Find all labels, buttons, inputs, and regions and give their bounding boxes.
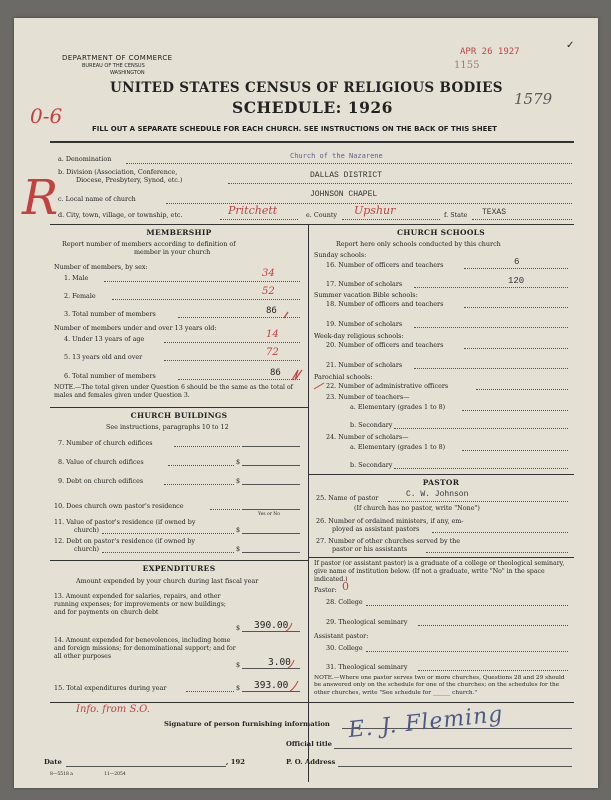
pastor-name-label: 25. Name of pastor [316,494,379,502]
date-year-suffix: , 192 [226,758,245,766]
teachers-elementary-label: a. Elementary (grades 1 to 8) [350,403,446,411]
division-label-2: Diocese, Presbytery, Synod, etc.) [76,176,183,184]
membership-heading: MEMBERSHIP [146,228,212,237]
benevolences-value: 3.00 [268,657,291,668]
city-town-value: Pritchett [228,204,278,217]
county-value: Upshur [354,204,396,217]
age-group-label: Number of members under and over 13 years old: [54,324,217,332]
form-code-1: 8—5518 a [50,772,73,777]
code-left-mark: 0-6 [30,104,63,128]
residence-value-label-2: church) [74,526,100,534]
sunday-scholars-label: 17. Number of scholars [326,280,403,288]
scholars-secondary-label: b. Secondary [350,461,393,469]
official-title-label: Official title [286,740,332,748]
graduate-instructions: If pastor (or assistant pastor) is a graduate of a college or theological seminary, give name of institution below. (If not a graduate, write "No" in the space indicated.) [314,560,565,583]
residence-debt-dollar: $ [236,545,241,553]
vacation-teachers-label: 18. Number of officers and teachers [326,300,444,308]
scholars-elementary-label: a. Elementary (grades 1 to 8) [350,443,446,451]
signature-label: Signature of person furnishing information [164,720,330,728]
running-expenses-label: 13. Amount expended for salaries, repairs, and other running expenses; for improvements or new buildings; and for payments on church debt [54,593,226,616]
info-source-note: Info. from S.O. [76,704,150,715]
ordained-ministers-label-1: 26. Number of ordained ministers, if any, em- [316,517,464,525]
check-mark-icon: ✓ [566,40,575,51]
edifices-debt-dollar: $ [236,477,241,485]
pastor-name-value: C. W. Johnson [406,490,469,499]
city-label: WASHINGTON [110,70,145,76]
edifices-debt-label: 9. Debt on church edifices [58,477,144,485]
under-13-value: 14 [266,329,279,340]
check-tick-1 [284,312,288,318]
total-members-value-2: 86 [270,368,281,378]
sunday-teachers-value: 6 [514,257,520,267]
total-expenditures-dollar: $ [236,684,241,692]
residence-debt-label-1: 12. Debt on pastor's residence (if owned by [54,537,196,545]
yes-no-hint: Yes or No [258,512,280,517]
pastor-seminary-label: 29. Theological seminary [326,618,408,626]
pastor-name-hint: (If church has no pastor, write "None") [354,504,480,512]
check-tick-4 [288,660,294,668]
running-expenses-value: 390.00 [254,620,289,631]
total-members-label-2: 6. Total number of members [64,372,156,380]
over-13-label: 5. 13 years old and over [64,353,143,361]
division-label-1: b. Division (Association, Conference, [58,168,178,176]
expenditures-subheading: Amount expended by your church during last fiscal year [76,577,259,585]
check-tick-2 [292,370,302,380]
expenditures-heading: EXPENDITURES [142,564,216,573]
sunday-teachers-label: 16. Number of officers and teachers [326,261,444,269]
census-schedule-page [14,18,598,788]
schools-intro: Report here only schools conducted by this church [336,240,501,248]
benevolences-label: 14. Amount expended for benevolences, including home and foreign missions; for denominational support; and for all other purposes [54,637,236,660]
weekday-schools-label: Week-day religious schools: [314,332,404,340]
membership-note: NOTE.—The total given under Question 6 should be the same as the total of males and females given under Question 3. [54,384,293,399]
total-expenditures-label: 15. Total expenditures during year [54,684,167,692]
other-churches-label-1: 27. Number of other churches served by the [316,537,461,545]
code-top-mark: 1155 [454,60,480,71]
other-churches-label-2: pastor or his assistants [332,545,408,553]
female-value: 52 [262,286,275,297]
local-name-value: JOHNSON CHAPEL [310,190,378,199]
division-value: DALLAS DISTRICT [310,171,383,180]
total-members-label-1: 3. Total number of members [64,310,156,318]
denomination-label: a. Denomination [58,155,112,163]
ink-marks-overlay [14,18,598,788]
residence-value-label-1: 11. Value of pastor's residence (if owned by [54,518,196,526]
male-label: 1. Male [64,274,89,282]
po-address-label: P. O. Address [286,758,336,766]
vacation-scholars-label: 19. Number of scholars [326,320,403,328]
assistant-pastor-subheading: Assistant pastor: [314,632,369,640]
benevolences-dollar: $ [236,661,241,669]
total-expenditures-value: 393.00 [254,680,289,691]
parochial-scholars-label: 24. Number of scholars— [326,433,409,441]
code-right-mark: 1579 [514,90,553,108]
denomination-value: Church of the Nazarene [290,152,383,160]
residence-debt-label-2: church) [74,545,100,553]
check-tick-5 [290,681,298,691]
check-tick-3 [286,623,292,631]
weekday-scholars-label: 21. Number of scholars [326,361,403,369]
edifices-count-label: 7. Number of church edifices [58,439,153,447]
residence-value-dollar: $ [236,526,241,534]
buildings-subheading: See instructions, paragraphs 10 to 12 [106,423,229,431]
state-label: f. State [444,211,468,219]
department-label: DEPARTMENT OF COMMERCE [62,54,173,62]
members-by-sex-label: Number of members, by sex: [54,263,148,271]
pastor-graduate-value: 0 [342,580,349,593]
edifices-value-dollar: $ [236,458,241,466]
parochial-teachers-label: 23. Number of teachers— [326,393,410,401]
form-code-2: 11—2054 [104,772,126,777]
weekday-teachers-label: 20. Number of officers and teachers [326,341,444,349]
local-name-label: c. Local name of church [58,195,136,203]
schools-heading: CHURCH SCHOOLS [397,228,485,237]
state-value: TEXAS [482,208,507,217]
pastor-heading: PASTOR [422,478,460,487]
residence-owned-label: 10. Does church own pastor's residence [54,502,184,510]
ordained-ministers-label-2: ployed as assistant pastors [332,525,420,533]
city-town-label: d. City, town, village, or township, etc. [58,211,183,219]
check-tick-6 [314,383,324,389]
assistant-college-label: 30. College [326,644,363,652]
edifices-value-label: 8. Value of church edifices [58,458,144,466]
buildings-heading: CHURCH BUILDINGS [130,411,228,420]
pastor-subheading: Pastor: [314,586,337,594]
membership-intro-1: Report number of members according to definition of [62,240,236,248]
bureau-label: BUREAU OF THE CENSUS [82,63,145,69]
signature-value: E. J. Fleming [347,701,505,744]
membership-intro-2: member in your church [134,248,211,256]
county-label: e. County [306,211,337,219]
female-label: 2. Female [64,292,96,300]
schedule-year-title: SCHEDULE: 1926 [232,98,393,117]
date-label: Date [44,758,62,766]
pastor-college-label: 28. College [326,598,363,606]
review-mark: R [22,170,59,226]
assistant-seminary-label: 31. Theological seminary [326,663,408,671]
under-13-label: 4. Under 13 years of age [64,335,145,343]
instruction-line: FILL OUT A SEPARATE SCHEDULE FOR EACH CHURCH. SEE INSTRUCTIONS ON THE BACK OF THIS SHEET [92,125,497,133]
total-members-value-1: 86 [266,306,277,316]
parochial-schools-label: Parochial schools: [314,373,373,381]
teachers-secondary-label: b. Secondary [350,421,393,429]
over-13-value: 72 [266,347,279,358]
pastor-note: NOTE.—Where one pastor serves two or more churches, Questions 28 and 29 should be answered only on the schedule for one of the churches; on the schedules for the other churches, write "See schedule for ______ church." [314,675,565,696]
vacation-schools-label: Summer vacation Bible schools: [314,291,418,299]
form-title: UNITED STATES CENSUS OF RELIGIOUS BODIES [110,80,503,96]
running-expenses-dollar: $ [236,624,241,632]
parochial-officers-label: 22. Number of administrative officers [326,382,449,390]
received-date-stamp: APR 26 1927 [460,47,520,57]
sunday-scholars-value: 120 [508,276,525,286]
male-value: 34 [262,268,275,279]
sunday-schools-label: Sunday schools: [314,251,367,259]
